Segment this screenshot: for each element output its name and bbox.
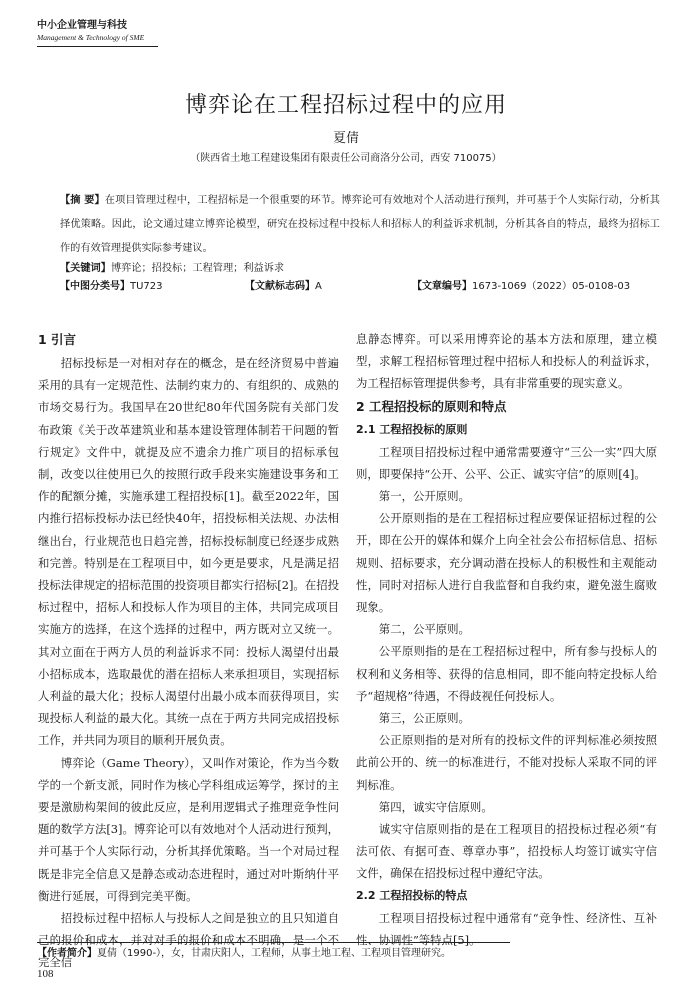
classification-row xyxy=(60,277,660,297)
section-heading: 2 工程招投标的原则和特点 xyxy=(356,398,507,414)
keywords xyxy=(60,259,660,279)
footnote-text: 夏倩（1990-），女，甘肃庆阳人，工程师，从事土地工程、工程项目管理研究。 xyxy=(97,948,452,959)
body-paragraph: 息静态博弈。可以采用博弈论的基本方法和原理，建立模型，求解工程招标管理过程中招标人和投标人的利益诉求，为工程招标管理提供参考，具有非常重要的现实意义。 xyxy=(356,332,657,391)
header-rule xyxy=(37,46,158,47)
abstract-label: 【摘 要】 xyxy=(60,195,105,206)
article-number xyxy=(412,277,630,297)
body-paragraph: 工程项目招投标过程中通常需要遵守“三公一实”四大原则，即要保持“公开、公平、公正、诚实守信”的原则[4]。 xyxy=(356,444,657,481)
clc-number xyxy=(60,277,163,297)
keywords-label: 【关键词】 xyxy=(60,263,111,274)
body-paragraph: 诚实守信原则指的是在工程项目的招投标过程必须“有法可依、有据可查、尊章办事”，招投标人均签订诚实守信文件，确保在招投标过程中遵纪守法。 xyxy=(356,822,657,881)
keywords-text: 博弈论；招投标；工程管理；利益诉求 xyxy=(110,263,285,274)
page-number: 108 xyxy=(37,968,54,980)
article-number-label: 【文章编号】 xyxy=(412,281,472,292)
document-code-value: A xyxy=(315,281,322,292)
body-paragraph: 招投标过程中招标人与投标人之间是独立的且只知道自己的报价和成本，并对对手的报价和成本不明确，是一个不完全信 xyxy=(38,911,339,970)
body-paragraph: 第二，公平原则。 xyxy=(378,622,470,637)
body-paragraph: 第四，诚实守信原则。 xyxy=(378,799,493,814)
body-paragraph: 第一，公开原则。 xyxy=(378,489,470,504)
journal-name-en: Management & Technology of SME xyxy=(37,33,145,42)
body-column-right xyxy=(356,328,657,951)
author-name: 夏倩 xyxy=(332,131,359,146)
body-paragraph: 公正原则指的是对所有的投标文件的评判标准必须按照此前公开的、统一的标准进行，不能对投标人采取不同的评判标准。 xyxy=(356,733,657,792)
footnote-rule xyxy=(37,942,510,943)
journal-name-cn: 中小企业管理与科技 xyxy=(37,20,127,31)
body-paragraph: 公平原则指的是在工程招标过程中，所有参与投标人的权利和义务相等、获得的信息相同，即不能向特定投标人给予“超规格”待遇，不得歧视任何投标人。 xyxy=(356,644,657,703)
body-paragraph: 招标投标是一对相对存在的概念，是在经济贸易中普遍采用的具有一定规范性、法制约束力的、有组织的、成熟的市场交易行为。我国早在20世纪80年代国务院有关部门发布政策《关于改革建筑业和基本建设管理体制若干问题的暂行规定》文件中，就提及应不遗余力推广项目的招标承包制，改变以往使用已久的按照行政手段来实施建设事务和工作的配额分摊，实施承建工程招投标[1]。截至2022年，国内推行招标投标办法已经快40年，招投标相关法规、办法相继出台，行业规范也日趋完善，招标投标制度已经逐步成熟和完善。特别是在工程项目中，如今更是要求，凡是满足招投标法律规定的招标范围的投资项目都实行招标[2]。在招投标过程中，招标人和投标人作为项目的主体，共同完成项目实施方的选择，在这个选择的过程中，两方既对立又统一。其对立面在于两方人员的利益诉求不同：投标人渴望付出最小招标成本，选取最优的潜在招标人来承担项目，实现招标人利益的最大化；投标人渴望付出最小成本而获得项目，实现投标人利益的最大化。其统一点在于两方共同完成招投标工作，并共同为项目的顺利开展负责。 xyxy=(38,356,339,748)
subsection-heading: 2.1 工程招投标的原则 xyxy=(356,422,468,436)
body-paragraph: 公开原则指的是在工程招标过程应要保证招标过程的公开，即在公开的媒体和媒介上向全社会公布招标信息、招标规则、招标要求，充分调动潜在投标人的积极性和主观能动性，同时对招标人进行自我监督和自我约束，避免滋生腐败现象。 xyxy=(356,511,657,615)
abstract xyxy=(60,189,660,261)
clc-label: 【中图分类号】 xyxy=(60,281,130,292)
section-heading: 1 引言 xyxy=(38,332,77,347)
abstract-text: 在项目管理过程中，工程招标是一个很重要的环节。博弈论可有效地对个人活动进行预判，并可基于个人实际行动，分析其择优策略。因此，论文通过建立博弈论模型，研究在投标过程中投标人和招标人的利益诉求机制，分析其各自的特点，最终为招标工作的有效管理提供实际参考建议。 xyxy=(60,195,660,254)
body-paragraph: 工程项目招投标过程中通常有“竞争性、经济性、互补性、协调性”等特点[5]。 xyxy=(356,910,657,947)
paper-title: 博弈论在工程招标过程中的应用 xyxy=(184,93,507,118)
author-affiliation: （陕西省土地工程建设集团有限责任公司商洛分公司，西安 710075） xyxy=(190,153,502,164)
body-paragraph: 第三，公正原则。 xyxy=(378,711,470,726)
document-code-label: 【文献标志码】 xyxy=(245,281,315,292)
body-paragraph: 博弈论（Game Theory），又叫作对策论，作为当今数学的一个新支派，同时作为核心学科组成运筹学，探讨的主要是激励构架间的彼此反应，是利用逻辑式子推理竞争性问题的数学方法[3]。博弈论可以有效地对个人活动进行预判，并可基于个人实际行动，分析其择优策略。当一个对局过程既是非完全信息又是静态或动态进程时，通过对叶斯纳什平衡进行延展，可得到完美平衡。 xyxy=(38,755,339,903)
journal-header xyxy=(37,20,144,43)
footnote-label: 【作者简介】 xyxy=(37,948,97,959)
author-footnote xyxy=(37,944,657,964)
article-number-value: 1673-1069（2022）05-0108-03 xyxy=(472,281,631,292)
document-code xyxy=(245,277,322,297)
subsection-heading: 2.2 工程招投标的特点 xyxy=(356,888,468,902)
clc-value: TU723 xyxy=(130,281,163,292)
body-column-left xyxy=(38,328,339,974)
